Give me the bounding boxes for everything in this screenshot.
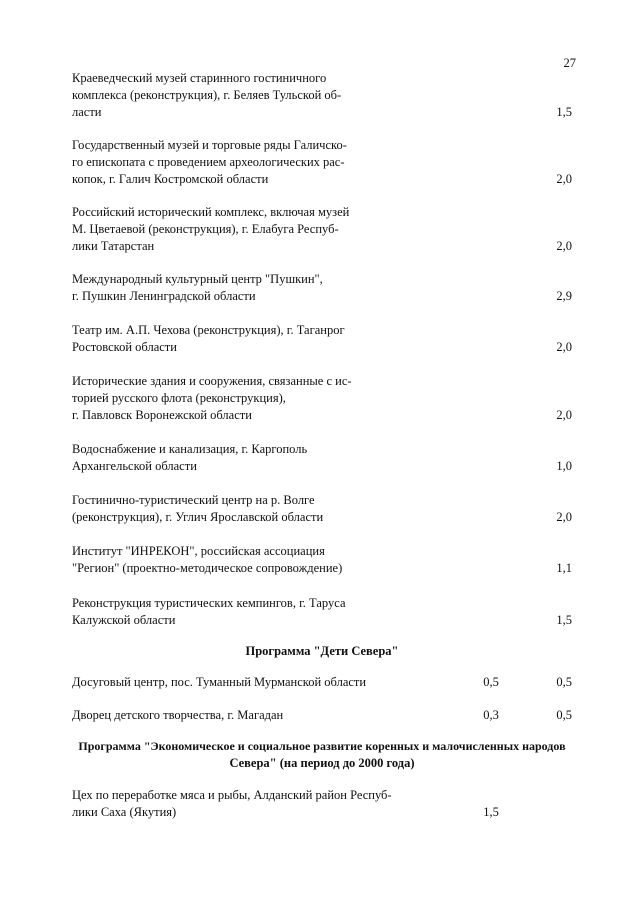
entry-value-first: 0,3 bbox=[483, 708, 499, 722]
project-entry bbox=[72, 441, 572, 475]
entry-value: 2,0 bbox=[556, 408, 572, 422]
entry-text-line: копок, г. Галич Костромской области bbox=[72, 172, 269, 186]
entry-value: 2,0 bbox=[556, 340, 572, 354]
entry-text-line: Цех по переработке мяса и рыбы, Алданский район Респуб- bbox=[72, 788, 392, 802]
entry-value-second: 0,5 bbox=[556, 675, 572, 689]
project-entry bbox=[72, 204, 572, 255]
project-entry bbox=[72, 595, 572, 629]
entry-text-line: (реконструкция), г. Углич Ярославской области bbox=[72, 510, 324, 524]
project-entry bbox=[72, 492, 572, 526]
entry-text-line: ласти bbox=[72, 105, 102, 119]
entry-text-line: Государственный музей и торговые ряды Галичско- bbox=[72, 138, 347, 152]
entry-value-first: 0,5 bbox=[483, 675, 499, 689]
entry-value: 2,0 bbox=[556, 510, 572, 524]
project-entry bbox=[72, 707, 572, 724]
entry-value: 2,0 bbox=[556, 172, 572, 186]
entry-text-line: М. Цветаевой (реконструкция), г. Елабуга Респуб- bbox=[72, 222, 339, 236]
entry-text-line: Водоснабжение и канализация, г. Каргополь bbox=[72, 442, 308, 456]
entry-text-line: торией русского флота (реконструкция), bbox=[72, 391, 286, 405]
project-entry bbox=[72, 674, 572, 691]
project-entry bbox=[72, 787, 572, 821]
program-heading: Программа "Дети Севера" bbox=[245, 644, 399, 658]
entry-text-line: Ростовской области bbox=[72, 340, 177, 354]
entry-text-line: лики Татарстан bbox=[72, 239, 155, 253]
entry-value: 2,9 bbox=[556, 289, 572, 303]
project-entry bbox=[72, 137, 572, 188]
entry-text-line: Архангельской области bbox=[72, 459, 197, 473]
project-entry bbox=[72, 271, 572, 305]
entry-value-second: 0,5 bbox=[556, 708, 572, 722]
project-entry bbox=[72, 543, 572, 577]
page-number: 27 bbox=[563, 56, 576, 70]
project-entry bbox=[72, 373, 572, 424]
entry-value: 1,1 bbox=[556, 561, 572, 575]
entry-text-line: Институт "ИНРЕКОН", российская ассоциация bbox=[72, 544, 325, 558]
entry-text-line: Исторические здания и сооружения, связанные с ис- bbox=[72, 374, 352, 388]
entry-value: 1,0 bbox=[556, 459, 572, 473]
program-heading-line: Севера" (на период до 2000 года) bbox=[229, 756, 415, 770]
project-entry bbox=[72, 70, 572, 121]
entry-text-line: Реконструкция туристических кемпингов, г. Таруса bbox=[72, 596, 346, 610]
entry-text-line: Международный культурный центр "Пушкин", bbox=[72, 272, 323, 286]
entry-text-line: Театр им. А.П. Чехова (реконструкция), г. Таганрог bbox=[72, 323, 345, 337]
entry-text-line: "Регион" (проектно-методическое сопровождение) bbox=[72, 561, 343, 575]
entry-text-line: го епископата с проведением археологических рас- bbox=[72, 155, 345, 169]
program-heading bbox=[72, 738, 572, 772]
entry-text-line: г. Пушкин Ленинградской области bbox=[72, 289, 256, 303]
entry-text-line: Гостинично-туристический центр на р. Волге bbox=[72, 493, 315, 507]
entry-value-first: 1,5 bbox=[483, 805, 499, 819]
entry-text-line: комплекса (реконструкция), г. Беляев Тульской об- bbox=[72, 88, 342, 102]
entry-text-line: г. Павловск Воронежской области bbox=[72, 408, 252, 422]
entry-value: 1,5 bbox=[556, 105, 572, 119]
entry-value: 2,0 bbox=[556, 239, 572, 253]
entry-text-line: Краеведческий музей старинного гостиничного bbox=[72, 71, 327, 85]
entry-value: 1,5 bbox=[556, 613, 572, 627]
entry-text-line: Российский исторический комплекс, включая музей bbox=[72, 205, 350, 219]
entry-text-line: Калужской области bbox=[72, 613, 176, 627]
project-entry bbox=[72, 322, 572, 356]
entry-text-line: лики Саха (Якутия) bbox=[72, 805, 177, 819]
entry-text-line: Дворец детского творчества, г. Магадан bbox=[72, 708, 284, 722]
entry-text-line: Досуговый центр, пос. Туманный Мурманской области bbox=[72, 675, 367, 689]
program-heading-line: Программа "Экономическое и социальное развитие коренных и малочисленных народов bbox=[78, 739, 566, 753]
